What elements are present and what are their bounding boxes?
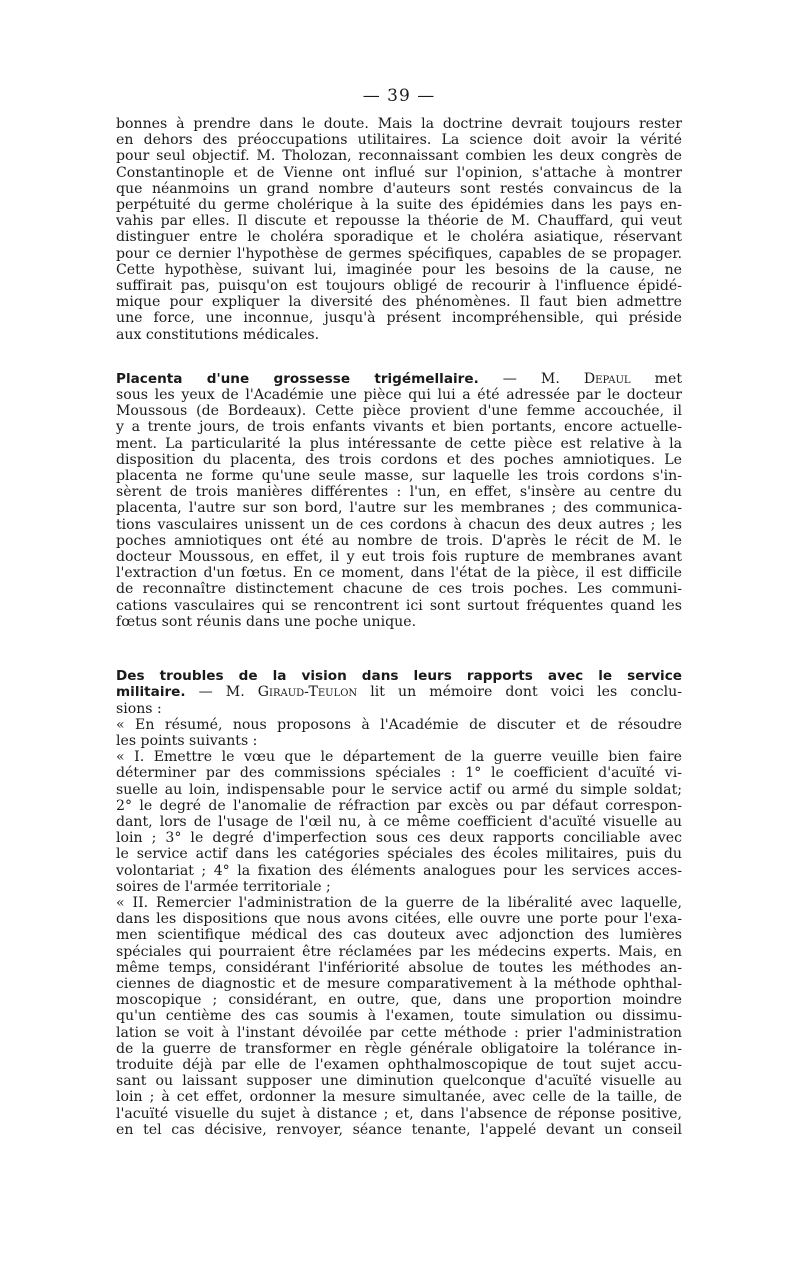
text-line: troduite déjà par elle de l'examen ophthalmoscopique de tout sujet accu- <box>116 1056 682 1073</box>
text-line: distinguer entre le choléra sporadique et le choléra asiatique, réservant <box>116 229 682 246</box>
text-line: en tel cas décisive, renvoyer, séance tenante, l'appelé devant un conseil <box>116 1121 682 1138</box>
text-line: bonnes à prendre dans le doute. Mais la doctrine devrait toujours rester <box>116 116 682 132</box>
text-line: loin ; 3° le degré d'imperfection sous ces deux rapports conciliable avec <box>116 830 682 847</box>
text-line: mique pour expliquer la diversité des phénomènes. Il faut bien admettre <box>116 294 682 311</box>
text-fragment: lit un mémoire dont voici les conclu- <box>357 684 682 701</box>
text-line: poches amniotiques ont été au nombre de trois. D'après le récit de M. le <box>116 532 682 549</box>
text-line: suelle au loin, indispensable pour le service actif ou armé du simple soldat; <box>116 781 682 798</box>
text-line: dans les dispositions que nous avons citées, elle ouvre une porte pour l'exa- <box>116 911 682 928</box>
author-name: Depaul <box>583 370 631 387</box>
section-heading: Des troubles de la vision dans leurs rapports avec le service <box>116 668 682 685</box>
text-line: men scientifique médical des cas douteux avec adjonction des lumières <box>116 927 682 944</box>
text-line: sant ou laissant supposer une diminution quelconque d'acuïté visuelle au <box>116 1073 682 1090</box>
text-line: vahis par elles. Il discute et repousse la théorie de M. Chauffard, qui veut <box>116 213 682 230</box>
text-line: soires de l'armée territoriale ; <box>116 878 331 895</box>
text-line: pour seul objectif. M. Tholozan, reconnaissant combien les deux congrès de <box>116 148 682 165</box>
text-line: pour ce dernier l'hypothèse de germes spécifiques, capables de se propager. <box>116 245 682 262</box>
text-line: loin ; à cet effet, ordonner la mesure simultanée, avec celle de la taille, de <box>116 1089 682 1106</box>
text-line: les points suivants : <box>116 732 258 749</box>
text-line: sèrent de trois manières différentes : l'un, en effet, s'insère au centre du <box>116 484 682 501</box>
text-line: placenta, l'autre sur son bord, l'autre sur les membranes ; des communica- <box>116 500 682 517</box>
section-heading: Placenta d'une grossesse trigémellaire. <box>116 370 479 387</box>
text-line: fœtus sont réunis dans une poche unique. <box>116 613 417 630</box>
section-vision <box>116 668 682 1138</box>
section-heading-continued: militaire. <box>116 684 186 701</box>
section-placenta <box>116 371 682 630</box>
text-line: une force, une inconnue, jusqu'à présent incompréhensible, qui préside <box>116 310 682 327</box>
section-heading-line <box>116 371 682 387</box>
text-line: l'acuïté visuelle du sujet à distance ; et, dans l'absence de réponse positive, <box>116 1105 682 1122</box>
text-line: placenta ne forme qu'une seule masse, sur laquelle les trois cordons s'in- <box>116 468 682 485</box>
text-line: perpétuité du germe cholérique à la suite des épidémies dans les pays en- <box>116 197 682 214</box>
text-line: 2° le degré de l'anomalie de réfraction par excès ou par défaut correspon- <box>116 797 682 814</box>
text-line: « I. Emettre le vœu que le département de la guerre veuille bien faire <box>116 749 682 766</box>
text-line: cations vasculaires qui se rencontrent ici sont surtout fréquentes quand les <box>116 597 682 614</box>
text-line: que néanmoins un grand nombre d'auteurs sont restés convaincus de la <box>116 180 682 197</box>
text-line: Moussous (de Bordeaux). Cette pièce provient d'une femme accouchée, il <box>116 403 682 420</box>
text-line: déterminer par des commissions spéciales : 1° le coefficient d'acuïté vi- <box>116 765 682 782</box>
text-line: Constantinople et de Vienne ont influé sur l'opinion, s'attache à montrer <box>116 164 682 181</box>
text-line: qu'un centième des cas soumis à l'examen, toute simulation ou dissimu- <box>116 1008 682 1025</box>
text-line: aux constitutions médicales. <box>116 326 320 343</box>
page-number: — 39 — <box>362 86 436 106</box>
author-name: Giraud-Teulon <box>257 684 358 701</box>
text-line: spéciales qui pourraient être réclamées par les médecins experts. Mais, en <box>116 943 682 960</box>
text-fragment: met <box>630 370 682 387</box>
text-line: dant, lors de l'usage de l'œil nu, à ce même coefficient d'acuïté visuelle au <box>116 813 682 830</box>
text-line: docteur Moussous, en effet, il y eut trois fois rupture de membranes avant <box>116 549 682 566</box>
text-line: l'extraction d'un fœtus. En ce moment, dans l'état de la pièce, il est difficile <box>116 565 682 582</box>
text-line: sions : <box>116 700 162 717</box>
text-line: volontariat ; 4° la fixation des éléments analogues pour les services acces- <box>116 862 682 879</box>
text-line: disposition du placenta, des trois cordons et des poches amniotiques. Le <box>116 451 682 468</box>
text-line: suffirait pas, puisqu'on est toujours obligé de recourir à l'influence épidé- <box>116 278 682 295</box>
dash: — M. <box>478 370 584 387</box>
text-line: moscopique ; considérant, en outre, que, dans une proportion moindre <box>116 992 682 1009</box>
text-line: y a trente jours, de trois enfants vivants et bien portants, encore actuelle- <box>116 419 682 436</box>
text-line: tions vasculaires unissent un de ces cordons à chacun des deux autres ; les <box>116 516 682 533</box>
text-line: le service actif dans les catégories spéciales des écoles militaires, puis du <box>116 846 682 863</box>
text-line: ciennes de diagnostic et de mesure comparativement à la méthode ophthal- <box>116 975 682 992</box>
text-line: de la guerre de transformer en règle générale obligatoire la tolérance in- <box>116 1040 682 1057</box>
text-line: « II. Remercier l'administration de la guerre de la libéralité avec laquelle, <box>116 894 682 911</box>
text-line: même temps, considérant l'infériorité absolue de toutes les méthodes an- <box>116 959 682 976</box>
dash: — M. <box>185 684 258 701</box>
text-line: en dehors des préoccupations utilitaires. La science doit avoir la vérité <box>116 132 682 149</box>
text-line: sous les yeux de l'Académie une pièce qui lui a été adressée par le docteur <box>116 387 682 404</box>
text-line: Cette hypothèse, suivant lui, imaginée pour les besoins de la cause, ne <box>116 261 682 278</box>
document-page <box>116 86 682 1138</box>
text-line: de reconnaître distinctement chacune de ces trois poches. Les communi- <box>116 581 682 598</box>
paragraph-cholera <box>116 116 682 343</box>
section-heading-line <box>116 668 682 684</box>
text-line: « En résumé, nous proposons à l'Académie de discuter et de résoudre <box>116 716 682 733</box>
text-line: lation se voit à l'instant dévoilée par cette méthode : prier l'administration <box>116 1024 682 1041</box>
section-heading-line <box>116 684 682 700</box>
text-line: ment. La particularité la plus intéressante de cette pièce est relative à la <box>116 435 682 452</box>
